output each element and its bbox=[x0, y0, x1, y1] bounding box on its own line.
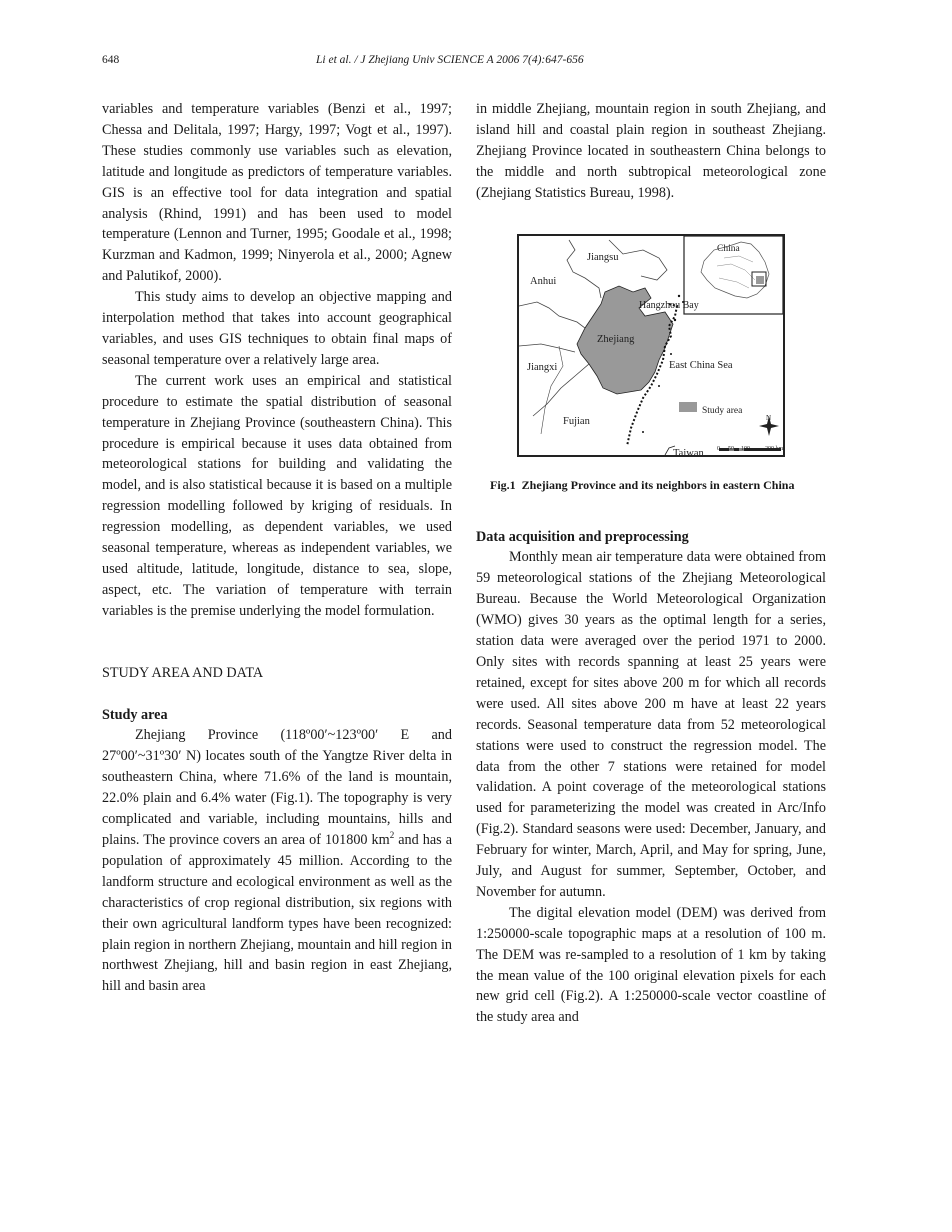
subsection-heading: Study area bbox=[102, 706, 168, 723]
map-graphic bbox=[519, 236, 783, 455]
map-label-jiangsu: Jiangsu bbox=[587, 251, 619, 263]
spacer bbox=[102, 684, 452, 705]
map-label-taiwan: Taiwan bbox=[673, 447, 704, 457]
map-label-zhejiang: Zhejiang bbox=[597, 333, 635, 345]
text-run: and has a population of approximately 45 million. According to the landform structure and ecological environment as well as the characteristics of crop regional distribution, six regions with their own agricultural landform types have been recognized: plain region in northern Zhejiang, mountain and hill region in northwest Zhejiang, hill and basin region in east Zhejiang, hill and basin area bbox=[102, 832, 452, 995]
section-heading: STUDY AREA AND DATA bbox=[102, 664, 264, 681]
subsection-heading: Data acquisition and preprocessing bbox=[476, 528, 689, 545]
paragraph: in middle Zhejiang, mountain region in south Zhejiang, and island hill and coastal plain region in southeast Zhejiang. Zhejiang Province located in southeastern China belongs to the middle and north subtropical meteorological zone (Zhejiang Statistics Bureau, 1998). bbox=[476, 101, 826, 201]
paragraph: variables and temperature variables (Benzi et al., 1997; Chessa and Delitala, 1997; Hargy, 1997; Vogt et al., 1997). These studies commonly use variables such as elevation, latitude and longitude as predictors of temperature variables. GIS is an effective tool for data integration and spatial analysis (Rhind, 1991) and has been used to model temperature (Lennon and Turner, 1995; Goodale et al., 1998; Kurzman and Kadmon, 1999; Ninyerola et al., 2000; Agnew and Palutikof, 2000). bbox=[102, 101, 452, 285]
page-number: 648 bbox=[102, 54, 120, 66]
running-head: Li et al. / J Zhejiang Univ SCIENCE A 2006 7(4):647-656 bbox=[316, 54, 584, 66]
scale-label: 0 bbox=[717, 445, 720, 452]
text-run: Zhejiang Province (118º00′~123º00′ E and 27º00′~31º30′ N) locates south of the Yangtze River delta in southeastern China, where 71.6% of the land is mountain, 22.0% plain and 6.4% water (Fig.1). The topography is very complicated and variable, including mountains, hills and plains. The province covers an area of 101800 km bbox=[102, 727, 452, 848]
caption-text: Zhejiang Province and its neighbors in eastern China bbox=[521, 477, 795, 492]
right-column bbox=[476, 99, 826, 1028]
figure-caption bbox=[490, 477, 826, 493]
map-label-jiangxi: Jiangxi bbox=[527, 361, 558, 373]
paragraph: Monthly mean air temperature data were obtained from 59 meteorological stations of the Zhejiang Meteorological Bureau. Because the World Meteorological Organization (WMO) gives 30 years as the optimal length for a series, station data were averaged over the period 1971 to 2000. Only sites with records spanning at least 25 years were retained, except for sites above 200 m for which all records were used. All sites above 200 m have at least 22 years records. Seasonal temperature data from 52 meteorological stations were used to construct the regression model. The data from the other 7 stations were retained for model validation. A point coverage of the meteorological stations used for parameterizing the model was created in Arc/Info (Fig.2). Standard seasons were used: December, January, and February for winter, March, April, and May for spring, June, July, and August for summer, September, October, and November for autumn. bbox=[476, 549, 826, 900]
left-column bbox=[102, 99, 452, 997]
map-label-hangzhou-bay: Hangzhou Bay bbox=[639, 299, 699, 311]
page-header bbox=[102, 54, 826, 72]
spacer bbox=[476, 493, 826, 527]
map-label-fujian: Fujian bbox=[563, 415, 590, 427]
legend-label-study-area: Study area bbox=[702, 405, 743, 416]
map-label-anhui: Anhui bbox=[530, 275, 557, 287]
north-arrow-icon: N bbox=[766, 413, 772, 422]
paragraph: The current work uses an empirical and statistical procedure to estimate the spatial distribution of seasonal temperature in Zhejiang Province (southeastern China). This procedure is empirical because it uses data obtained from meteorological stations for building and validating the model, and is also statistical because it is based on a multiple regression modelling followed by kriging of residuals. In regression modelling, as dependent variables, we used seasonal temperature, whereas as independent variables, we used altitude, latitude, longitude, distance to sea, slope, aspect, etc. The variation of temperature with terrain variables is the premise underlying the model formulation. bbox=[102, 372, 452, 619]
figure-map bbox=[517, 234, 785, 457]
scale-label: 50 bbox=[728, 445, 734, 452]
spacer bbox=[102, 622, 452, 663]
superscript: 2 bbox=[389, 830, 395, 840]
scale-label: 100 bbox=[741, 445, 750, 452]
paragraph: The digital elevation model (DEM) was derived from 1:250000-scale topographic maps at a resolution of 100 m. The DEM was re-sampled to a resolution of 1 km by taking the mean value of the 100 original elevation pixels for each new grid cell (Fig.2). A 1:250000-scale vector coastline of the study area and bbox=[476, 904, 826, 1026]
map-label-china: China bbox=[717, 243, 740, 254]
scale-label: 200 km bbox=[765, 445, 784, 452]
paragraph: This study aims to develop an objective mapping and interpolation method that takes into account geographical variables, and uses GIS techniques to obtain final maps of seasonal temperature over a relatively large area. bbox=[102, 289, 452, 368]
figure-number: Fig.1 bbox=[490, 477, 516, 492]
map-label-east-china-sea: East China Sea bbox=[669, 359, 733, 371]
paragraph bbox=[102, 725, 452, 997]
